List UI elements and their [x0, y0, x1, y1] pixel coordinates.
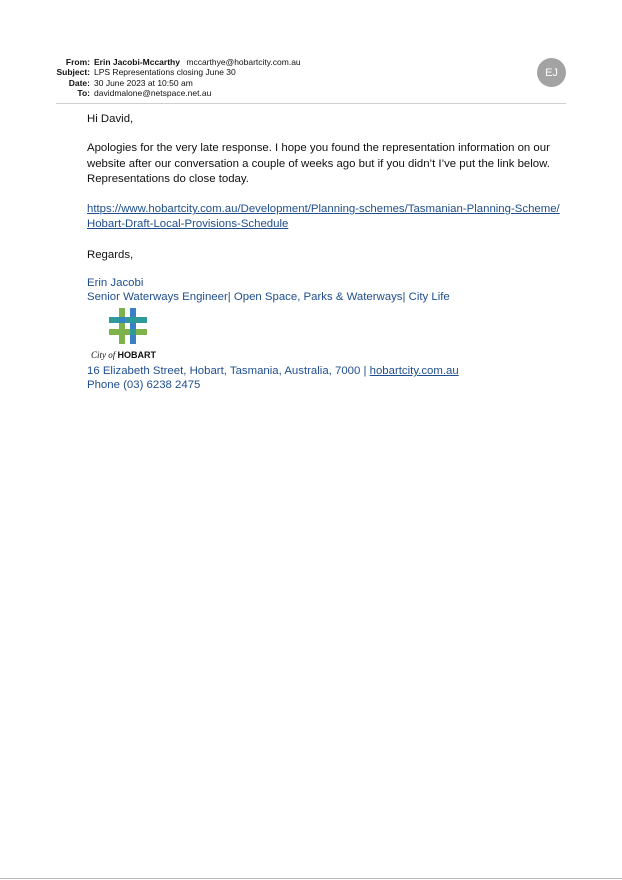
hobart-logo-icon: [109, 308, 147, 344]
city-of-hobart-logo: [91, 308, 169, 362]
signature-address: [87, 364, 565, 378]
signature: [87, 276, 565, 392]
page-bottom-border: [0, 878, 622, 879]
sender-name: Erin Jacobi-Mccarthy: [94, 57, 180, 67]
date-value: 30 June 2023 at 10:50 am: [94, 77, 193, 88]
from-label: From:: [65, 57, 90, 67]
recipient-email[interactable]: davidmalone@netspace.net.au: [94, 88, 212, 99]
from-row: [56, 57, 566, 67]
signature-title: Senior Waterways Engineer| Open Space, Parks & Waterways| City Life: [87, 291, 450, 304]
email-header: [56, 57, 566, 99]
sender-email[interactable]: mccarthye@hobartcity.com.au: [186, 57, 301, 67]
to-row: [56, 88, 566, 98]
date-label: Date:: [68, 77, 90, 88]
body-paragraph: Apologies for the very late response. I hope you found the representation information on our website after our conversation a couple of weeks ago but if you didn’t I’ve put the link below. Representations do close today.: [87, 142, 550, 185]
email-body: [87, 112, 565, 392]
greeting: Hi David,: [87, 113, 134, 125]
signature-name: Erin Jacobi: [87, 277, 144, 290]
date-row: [56, 78, 566, 88]
subject-row: [56, 67, 566, 77]
planning-link[interactable]: https://www.hobartcity.com.au/Development/Planning-schemes/Tasmanian-Planning-Scheme/Hobart-Draft-Local-Provisions-Schedule: [87, 203, 560, 231]
website-link[interactable]: hobartcity.com.au: [369, 365, 459, 378]
regards: Regards,: [87, 248, 134, 261]
subject-value: LPS Representations closing June 30: [94, 67, 236, 78]
signature-phone: Phone (03) 6238 2475: [87, 379, 201, 392]
avatar: EJ: [537, 58, 566, 87]
address-text: 16 Elizabeth Street, Hobart, Tasmania, Australia, 7000 |: [87, 365, 370, 378]
subject-label: Subject:: [56, 67, 90, 78]
to-label: To:: [77, 88, 90, 99]
logo-city-text: City of: [91, 350, 116, 361]
header-divider: [56, 103, 566, 104]
logo-hobart-text: HOBART: [117, 350, 156, 361]
